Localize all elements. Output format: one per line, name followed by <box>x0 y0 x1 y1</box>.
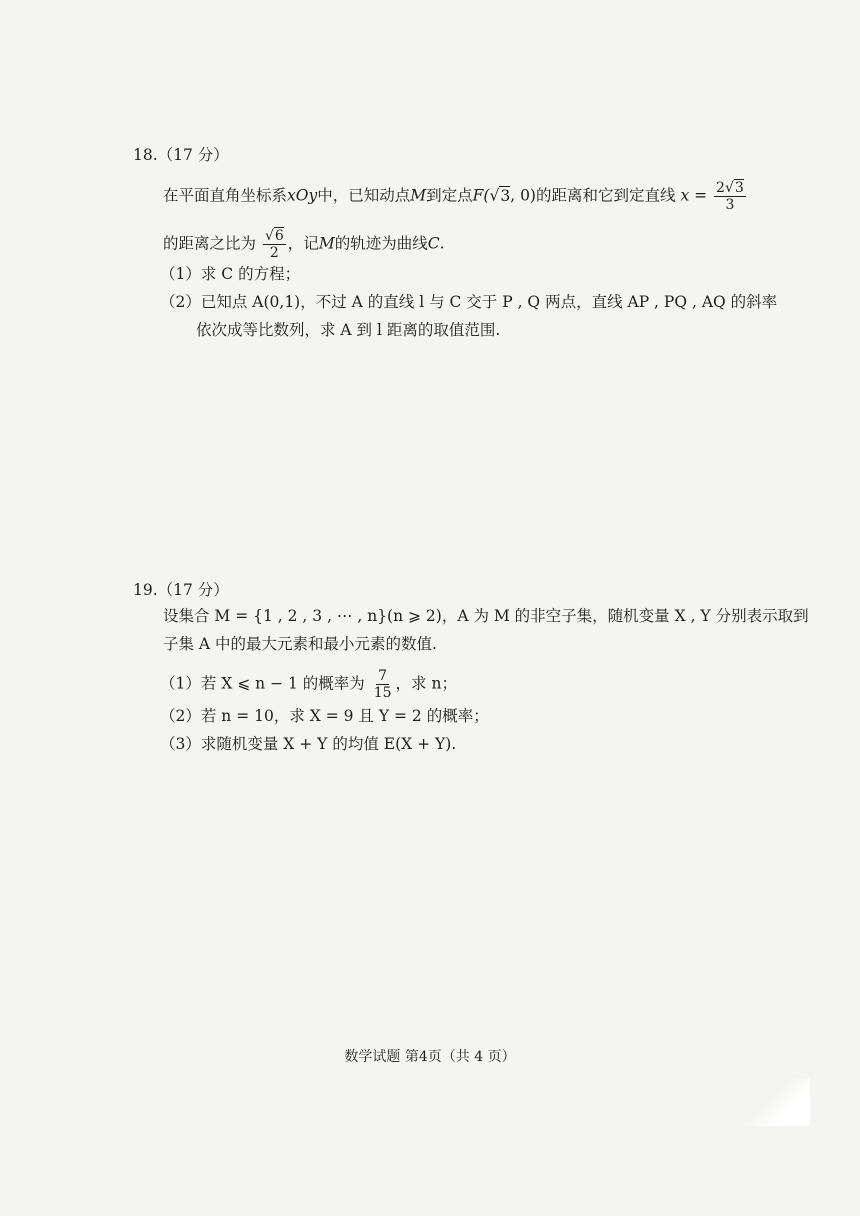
q18-line1: 在平面直角坐标系xOy中，已知动点M到定点F(√3, 0)的距离和它到定直线 x = $\frac{2√3}{3}$ <box>163 180 744 213</box>
q18-heading <box>133 145 229 165</box>
q18-part2-line1: （2）已知点 A(0,1)，不过 A 的直线 l 与 C 交于 P , Q 两点，直线 AP , PQ , AQ 的斜率 <box>160 293 778 311</box>
q19-number: 19. <box>133 581 158 599</box>
q18-number: 18. <box>133 146 158 164</box>
q18-ratio-den: 2 <box>269 245 279 261</box>
q19-line1: 设集合 M = {1 , 2 , 3 , ⋯ , n}(n ⩾ 2)，A 为 M 的非空子集，随机变量 X , Y 分别表示取到 <box>163 607 809 625</box>
q18-text: 的轨迹为曲线 <box>334 234 428 253</box>
q18-frac-den: 3 <box>725 197 735 213</box>
q18-line-fraction: $\frac{2√3}{3}$ <box>716 180 744 213</box>
q18-text: ，记 <box>287 234 319 253</box>
q19-part2: （2）若 n = 10，求 X = 9 且 Y = 2 的概率； <box>160 707 489 725</box>
q18-F: F( <box>472 186 490 205</box>
q18-M: M <box>318 234 335 253</box>
q19-frac-den: 15 <box>373 685 392 701</box>
q18-xoy: xOy <box>287 186 318 205</box>
q18-frac-coef: 2 <box>716 180 725 196</box>
q18-M: M <box>410 186 427 205</box>
q18-x-eq: x = <box>680 186 708 205</box>
q19-frac-num: 7 <box>378 668 388 684</box>
q18-ratio-sqrt: 6 <box>274 228 284 244</box>
q18-text: 的距离之比为 <box>163 234 257 253</box>
q19-part1-text: ，求 n； <box>395 674 457 693</box>
q19-score: （17 分） <box>157 581 229 599</box>
q18-text: 的距离和它到定直线 <box>535 186 676 205</box>
q18-part1: （1）求 C 的方程； <box>160 265 301 283</box>
q19-part3: （3）求随机变量 X + Y 的均值 E(X + Y). <box>160 735 457 753</box>
q18-text: 到定点 <box>426 186 473 205</box>
q19-heading <box>133 580 229 600</box>
q19-part1 <box>160 668 457 701</box>
q19-line2: 子集 A 中的最大元素和最小元素的数值. <box>163 635 437 653</box>
q18-sqrt3: 3 <box>500 186 511 205</box>
q18-period: . <box>439 234 445 253</box>
q19-probability-fraction <box>372 668 394 701</box>
q18-ratio-fraction: $\frac{√6}{2}$ <box>264 228 284 261</box>
q18-frac-sqrt: 3 <box>734 180 744 196</box>
scan-highlight-mark <box>744 1078 810 1126</box>
q18-text: 在平面直角坐标系 <box>163 186 288 205</box>
q18-text: 中，已知动点 <box>317 186 411 205</box>
q18-C: C <box>427 234 440 253</box>
q18-part2-line2: 依次成等比数列，求 A 到 l 距离的取值范围. <box>196 321 501 339</box>
q18-F-close: , 0) <box>510 186 536 205</box>
q19-part1-text: （1）若 X ⩽ n − 1 的概率为 <box>160 674 365 693</box>
q18-score: （17 分） <box>157 146 229 164</box>
page-footer: 数学试题 第4页（共 4 页） <box>344 1049 516 1065</box>
q18-line2 <box>163 228 445 261</box>
